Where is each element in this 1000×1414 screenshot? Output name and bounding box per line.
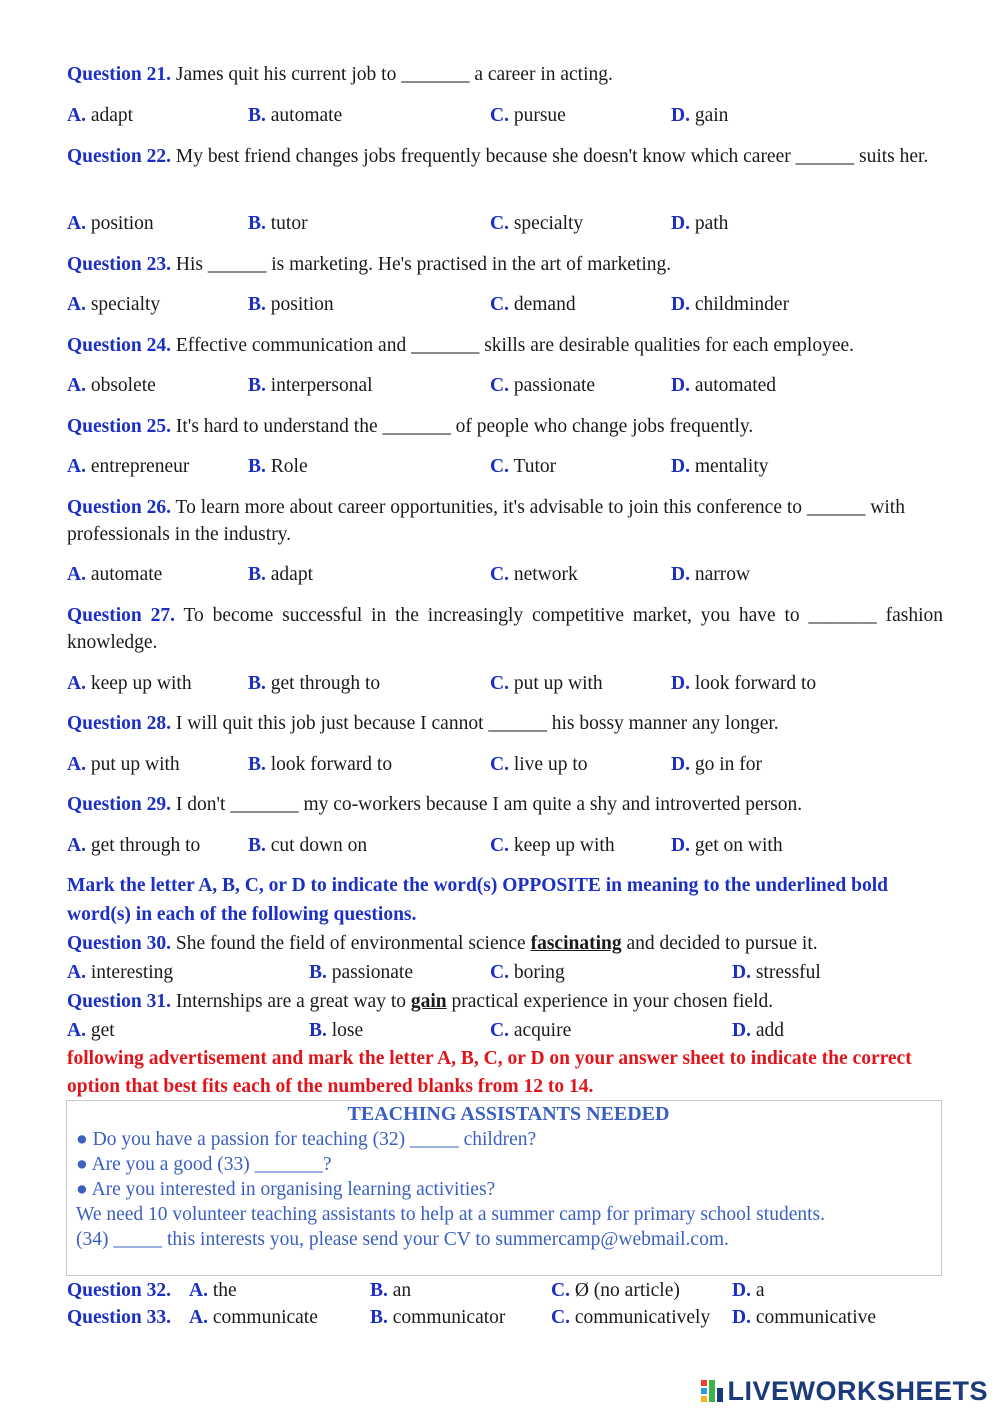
liveworksheets-logo-icon — [701, 1378, 723, 1404]
option-c[interactable]: C. Tutor — [490, 456, 557, 477]
advertisement-line: ● Are you interested in organising learning activities? — [76, 1179, 496, 1200]
option-c[interactable]: C. Ø (no article) — [551, 1280, 680, 1301]
option-b[interactable]: B. passionate — [309, 962, 413, 983]
option-a[interactable]: A. put up with — [67, 754, 180, 775]
question-25: Question 25. It's hard to understand the _______ of people who change jobs frequently. — [67, 416, 754, 437]
question-23: Question 23. His ______ is marketing. He's practised in the art of marketing. — [67, 254, 672, 275]
option-a[interactable]: A. adapt — [67, 105, 134, 126]
option-a[interactable]: A. obsolete — [67, 375, 156, 396]
question-32 — [67, 1277, 943, 1304]
question-31-options — [67, 1017, 943, 1044]
question-22-options — [67, 210, 943, 237]
option-a[interactable]: A. automate — [67, 564, 163, 585]
option-c[interactable]: C. passionate — [490, 375, 596, 396]
option-a[interactable]: A. keep up with — [67, 673, 192, 694]
underlined-word: fascinating — [530, 933, 622, 954]
option-a[interactable]: A. get through to — [67, 835, 201, 856]
underlined-word: gain — [410, 991, 447, 1012]
option-c[interactable]: C. acquire — [490, 1020, 572, 1041]
question-33-label: Question 33. — [67, 1307, 172, 1328]
advertisement-line: We need 10 volunteer teaching assistants to help at a summer camp for primary school students. — [76, 1204, 825, 1225]
option-d[interactable]: D. get on with — [671, 835, 783, 856]
question-26: Question 26. To learn more about career opportunities, it's advisable to join this conference to ______ with professionals in the industry. — [67, 497, 905, 545]
question-26-options — [67, 561, 943, 588]
option-b[interactable]: B. communicator — [370, 1307, 506, 1328]
question-29-options — [67, 832, 943, 859]
question-29: Question 29. I don't _______ my co-workers because I am quite a shy and introverted person. — [67, 794, 803, 815]
option-a[interactable]: A. communicate — [189, 1307, 318, 1328]
option-b[interactable]: B. lose — [309, 1020, 364, 1041]
option-b[interactable]: B. interpersonal — [248, 375, 373, 396]
option-c[interactable]: C. live up to — [490, 754, 588, 775]
option-a[interactable]: A. specialty — [67, 294, 161, 315]
option-c[interactable]: C. network — [490, 564, 578, 585]
advertisement-line: ● Are you a good (33) _______? — [76, 1154, 332, 1175]
option-d[interactable]: D. a — [732, 1280, 765, 1301]
question-33 — [67, 1304, 943, 1331]
option-b[interactable]: B. cut down on — [248, 835, 368, 856]
option-d[interactable]: D. mentality — [671, 456, 769, 477]
question-31: Question 31. Internships are a great way to gain practical experience in your chosen field. — [67, 991, 774, 1012]
advertisement-line: ● Do you have a passion for teaching (32) _____ children? — [76, 1129, 537, 1150]
question-27-options — [67, 670, 943, 697]
option-c[interactable]: C. boring — [490, 962, 565, 983]
liveworksheets-logo[interactable] — [701, 1374, 988, 1408]
option-c[interactable]: C. keep up with — [490, 835, 615, 856]
option-a[interactable]: A. position — [67, 213, 154, 234]
option-d[interactable]: D. look forward to — [671, 673, 817, 694]
advertisement-line: (34) _____ this interests you, please send your CV to summercamp@webmail.com. — [76, 1229, 729, 1250]
question-23-options — [67, 291, 943, 318]
option-b[interactable]: B. adapt — [248, 564, 313, 585]
question-25-options — [67, 453, 943, 480]
option-b[interactable]: B. automate — [248, 105, 343, 126]
question-24-options — [67, 372, 943, 399]
option-c[interactable]: C. pursue — [490, 105, 566, 126]
option-c[interactable]: C. specialty — [490, 213, 584, 234]
option-b[interactable]: B. position — [248, 294, 334, 315]
question-22: Question 22. My best friend changes jobs frequently because she doesn't know which career ______ suits her. — [67, 146, 929, 167]
logo-text: LIVEWORKSHEETS — [727, 1375, 988, 1406]
question-27: Question 27. To become successful in the increasingly competitive market, you have to _______ fashion knowledge. — [67, 605, 943, 653]
option-d[interactable]: D. add — [732, 1020, 784, 1041]
option-b[interactable]: B. tutor — [248, 213, 308, 234]
option-d[interactable]: D. stressful — [732, 962, 821, 983]
option-a[interactable]: A. entrepreneur — [67, 456, 190, 477]
option-d[interactable]: D. gain — [671, 105, 729, 126]
option-b[interactable]: B. an — [370, 1280, 412, 1301]
option-d[interactable]: D. communicative — [732, 1307, 877, 1328]
question-32-label: Question 32. — [67, 1280, 172, 1301]
option-c[interactable]: C. demand — [490, 294, 576, 315]
option-c[interactable]: C. put up with — [490, 673, 603, 694]
option-d[interactable]: D. childminder — [671, 294, 790, 315]
section-instruction-advertisement: following advertisement and mark the letter A, B, C, or D on your answer sheet to indicate the correct option that best fits each of the numbered blanks from 12 to 14. — [67, 1048, 912, 1097]
option-d[interactable]: D. automated — [671, 375, 777, 396]
advertisement-title: TEACHING ASSISTANTS NEEDED — [347, 1103, 670, 1125]
option-d[interactable]: D. go in for — [671, 754, 762, 775]
option-b[interactable]: B. look forward to — [248, 754, 393, 775]
advertisement-box — [66, 1100, 942, 1276]
option-a[interactable]: A. the — [189, 1280, 237, 1301]
question-30: Question 30. She found the field of environmental science fascinating and decided to pursue it. — [67, 933, 818, 954]
question-28: Question 28. I will quit this job just because I cannot ______ his bossy manner any longer. — [67, 713, 779, 734]
question-24: Question 24. Effective communication and _______ skills are desirable qualities for each employee. — [67, 335, 855, 356]
question-21-options — [67, 102, 943, 129]
option-a[interactable]: A. get — [67, 1020, 115, 1041]
option-b[interactable]: B. get through to — [248, 673, 381, 694]
question-30-options — [67, 959, 943, 986]
question-28-options — [67, 751, 943, 778]
option-a[interactable]: A. interesting — [67, 962, 174, 983]
option-d[interactable]: D. path — [671, 213, 729, 234]
question-21: Question 21. James quit his current job to _______ a career in acting. — [67, 64, 613, 85]
option-d[interactable]: D. narrow — [671, 564, 751, 585]
option-c[interactable]: C. communicatively — [551, 1307, 711, 1328]
option-b[interactable]: B. Role — [248, 456, 308, 477]
section-instruction-opposite: Mark the letter A, B, C, or D to indicate the word(s) OPPOSITE in meaning to the underlined bold word(s) in each of the following questions. — [67, 875, 888, 925]
